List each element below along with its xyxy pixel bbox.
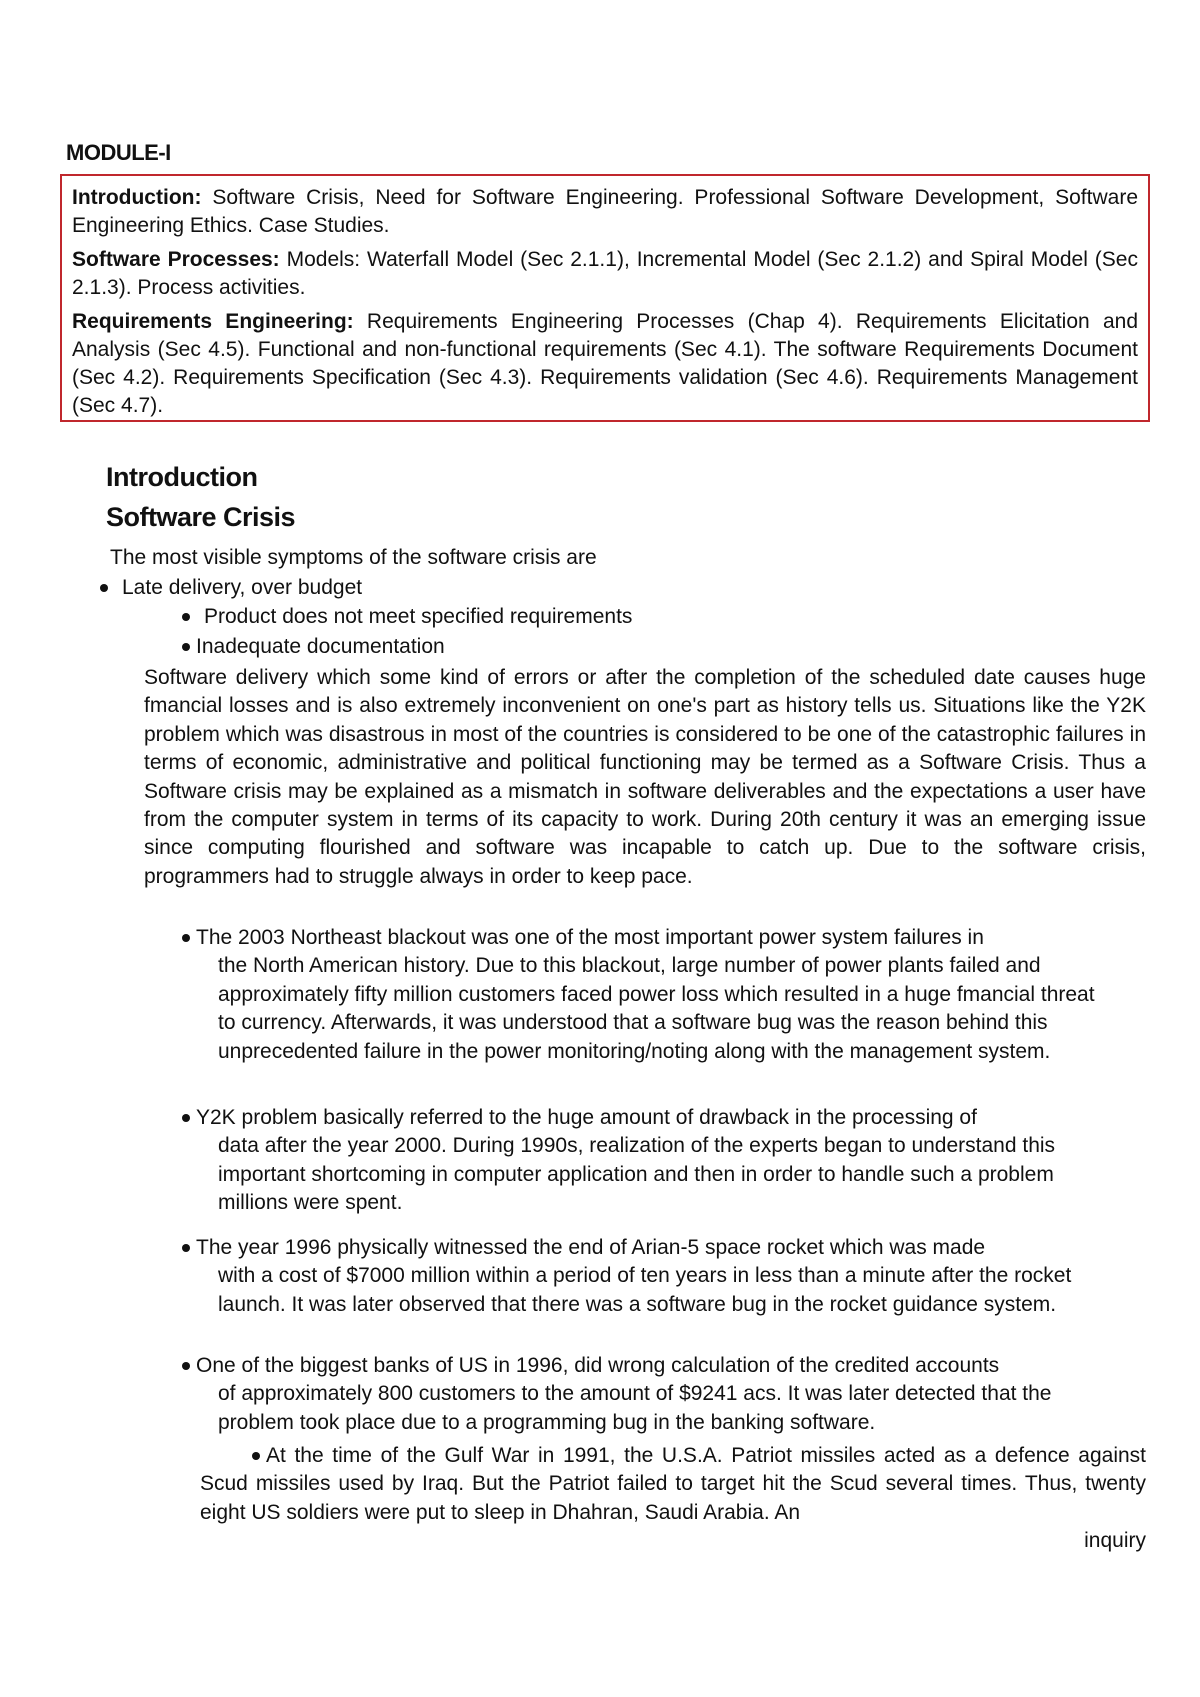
syllabus-processes-text: Models: Waterfall Model (Sec 2.1.1), Incremental Model (Sec 2.1.2) and Spiral Model (Sec 2.1.3). Process activities.	[72, 248, 1138, 299]
syllabus-processes	[72, 246, 1138, 302]
bullet-icon	[182, 1362, 190, 1370]
syllabus-req-label: Requirements Engineering:	[72, 310, 354, 333]
syllabus-introduction	[72, 184, 1138, 240]
last-example-end: inquiry	[1084, 1529, 1146, 1553]
bullet-icon	[182, 934, 190, 942]
symptom-text: Inadequate documentation	[196, 635, 445, 658]
symptom-item	[182, 635, 445, 659]
example-item	[182, 1234, 1112, 1319]
syllabus-processes-label: Software Processes:	[72, 248, 280, 271]
heading-software-crisis: Software Crisis	[106, 502, 296, 532]
bullet-icon	[182, 643, 190, 651]
lead-sentence: The most visible symptoms of the software crisis are	[110, 546, 597, 569]
example-first-line: The year 1996 physically witnessed the end of Arian-5 space rocket which was made	[196, 1236, 986, 1259]
example-item	[182, 1352, 1112, 1437]
symptom-item	[100, 576, 362, 600]
symptom-text: Late delivery, over budget	[122, 576, 363, 599]
example-item	[182, 924, 1112, 1066]
example-item	[182, 1104, 1112, 1218]
last-example-text: At the time of the Gulf War in 1991, the U.S.A. Patriot missiles acted as a defence against Scud missiles used by Iraq. But the Patriot failed to target hit the Scud several times. Thus, twenty eight US soldiers were put to sleep in Dhahran, Saudi Arabia. An	[200, 1444, 1146, 1524]
syllabus-intro-text: Software Crisis, Need for Software Engineering. Professional Software Development, Software Engineering Ethics. Case Studies.	[72, 186, 1138, 237]
example-item-last	[200, 1442, 1146, 1556]
module-title: MODULE-I	[66, 140, 171, 165]
example-continuation: of approximately 800 customers to the amount of $9241 acs. It was later detected that the problem took place due to a programming bug in the banking software.	[218, 1382, 1052, 1434]
bullet-icon	[100, 584, 108, 592]
bullet-icon	[182, 1114, 190, 1122]
syllabus-box	[60, 174, 1150, 422]
example-first-line: One of the biggest banks of US in 1996, did wrong calculation of the credited accounts	[196, 1354, 1000, 1377]
example-first-line: Y2K problem basically referred to the huge amount of drawback in the processing of	[196, 1106, 977, 1129]
syllabus-requirements	[72, 308, 1138, 420]
example-continuation: the North American history. Due to this blackout, large number of power plants failed and approximately fifty million customers faced power loss which resulted in a huge fmancial threat to currency. Afterwards, it was understood that a software bug was the reason behind this unprecedented failure in the power monitoring/noting along with the management system.	[218, 954, 1095, 1063]
symptom-item	[182, 605, 632, 629]
example-continuation: data after the year 2000. During 1990s, realization of the experts began to understand this important shortcoming in computer application and then in order to handle such a problem millions were spent.	[218, 1134, 1056, 1215]
heading-introduction: Introduction	[106, 462, 258, 492]
example-continuation: with a cost of $7000 million within a period of ten years in less than a minute after the rocket launch. It was later observed that there was a software bug in the rocket guidance system.	[218, 1264, 1072, 1316]
example-first-line: The 2003 Northeast blackout was one of the most important power system failures in	[196, 926, 984, 949]
bullet-icon	[182, 613, 190, 621]
syllabus-intro-label: Introduction:	[72, 186, 202, 209]
bullet-icon	[182, 1244, 190, 1252]
symptom-text: Product does not meet specified requirements	[204, 605, 633, 628]
bullet-icon	[252, 1452, 260, 1460]
syllabus-req-text: Requirements Engineering Processes (Chap 4). Requirements Elicitation and Analysis (Sec 4.5). Functional and non-functional requirements (Sec 4.1). The software Requirements Document (Sec 4.2). Requirements Specification (Sec 4.3). Requirements validation (Sec 4.6). Requirements Management (Sec 4.7).	[72, 310, 1138, 417]
body-paragraph: Software delivery which some kind of errors or after the completion of the scheduled date causes huge fmancial losses and is also extremely inconvenient on one's part as history tells us. Situations like the Y2K problem which was disastrous in most of the countries is considered to be one of the catastrophic failures in terms of economic, administrative and political functioning may be termed as a Software Crisis. Thus a Software crisis may be explained as a mismatch in software deliverables and the expectations a user have from the computer system in terms of its capacity to work. During 20th century it was an emerging issue since computing flourished and software was incapable to catch up. Due to the software crisis, programmers had to struggle always in order to keep pace.	[144, 666, 1146, 888]
